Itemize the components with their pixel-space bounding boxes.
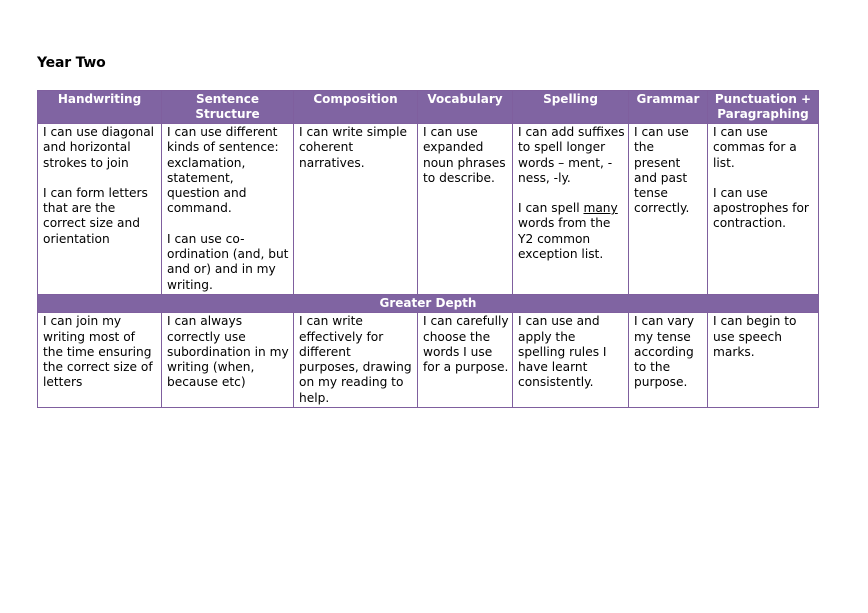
curriculum-table xyxy=(37,90,819,408)
column-header-handwriting: Handwriting xyxy=(38,91,162,124)
spelling-statement-2-emphasis: many xyxy=(583,201,618,216)
column-header-grammar: Grammar xyxy=(629,91,708,124)
gd-cell-sentence-structure: I can always correctly use subordination in my writing (when, because etc) xyxy=(162,313,294,408)
cell-sentence-structure xyxy=(162,124,294,295)
gd-cell-punctuation: I can begin to use speech marks. xyxy=(708,313,819,408)
spelling-statement-2 xyxy=(518,201,625,262)
grammar-statement-1: I can use the present and past tense correctly. xyxy=(634,125,690,216)
greater-depth-band: Greater Depth xyxy=(38,294,819,312)
cell-grammar xyxy=(629,124,708,295)
column-header-punctuation: Punctuation + Paragraphing xyxy=(708,91,819,124)
cell-handwriting xyxy=(38,124,162,295)
spelling-statement-2-start: I can spell xyxy=(518,201,584,216)
column-header-sentence-structure: Sentence Structure xyxy=(162,91,294,124)
composition-statement-1: I can write simple coherent narratives. xyxy=(299,125,407,170)
gd-cell-spelling: I can use and apply the spelling rules I have learnt consistently. xyxy=(513,313,629,408)
gd-cell-grammar: I can vary my tense according to the purpose. xyxy=(629,313,708,408)
greater-depth-row xyxy=(38,313,819,408)
cell-punctuation xyxy=(708,124,819,295)
gd-cell-vocabulary: I can carefully choose the words I use for a purpose. xyxy=(418,313,513,408)
greater-depth-band-row xyxy=(38,294,819,312)
expected-row xyxy=(38,124,819,295)
column-header-spelling: Spelling xyxy=(513,91,629,124)
sentence-structure-statement-1: I can use different kinds of sentence: exclamation, statement, question and command. xyxy=(167,125,279,216)
cell-vocabulary xyxy=(418,124,513,295)
sentence-structure-statement-2: I can use co-ordination (and, but and or) and in my writing. xyxy=(167,231,289,292)
punctuation-statement-1: I can use commas for a list. xyxy=(713,125,797,170)
vocabulary-statement-1: I can use expanded noun phrases to describe. xyxy=(423,125,506,185)
handwriting-statement-2: I can form letters that are the correct size and orientation xyxy=(43,185,148,246)
gd-cell-composition: I can write effectively for different purposes, drawing on my reading to help. xyxy=(294,313,418,408)
page-title: Year Two xyxy=(37,55,106,71)
column-header-vocabulary: Vocabulary xyxy=(418,91,513,124)
spelling-statement-1: I can add suffixes to spell longer words – ment, -ness, -ly. xyxy=(518,125,625,185)
handwriting-statement-1: I can use diagonal and horizontal strokes to join xyxy=(43,125,155,170)
column-header-composition: Composition xyxy=(294,91,418,124)
cell-composition xyxy=(294,124,418,295)
cell-spelling xyxy=(513,124,629,295)
gd-cell-handwriting: I can join my writing most of the time ensuring the correct size of letters xyxy=(38,313,162,408)
punctuation-statement-2: I can use apostrophes for contraction. xyxy=(713,185,809,231)
spelling-statement-2-end: words from the Y2 common exception list. xyxy=(518,216,611,262)
header-row xyxy=(38,91,819,124)
